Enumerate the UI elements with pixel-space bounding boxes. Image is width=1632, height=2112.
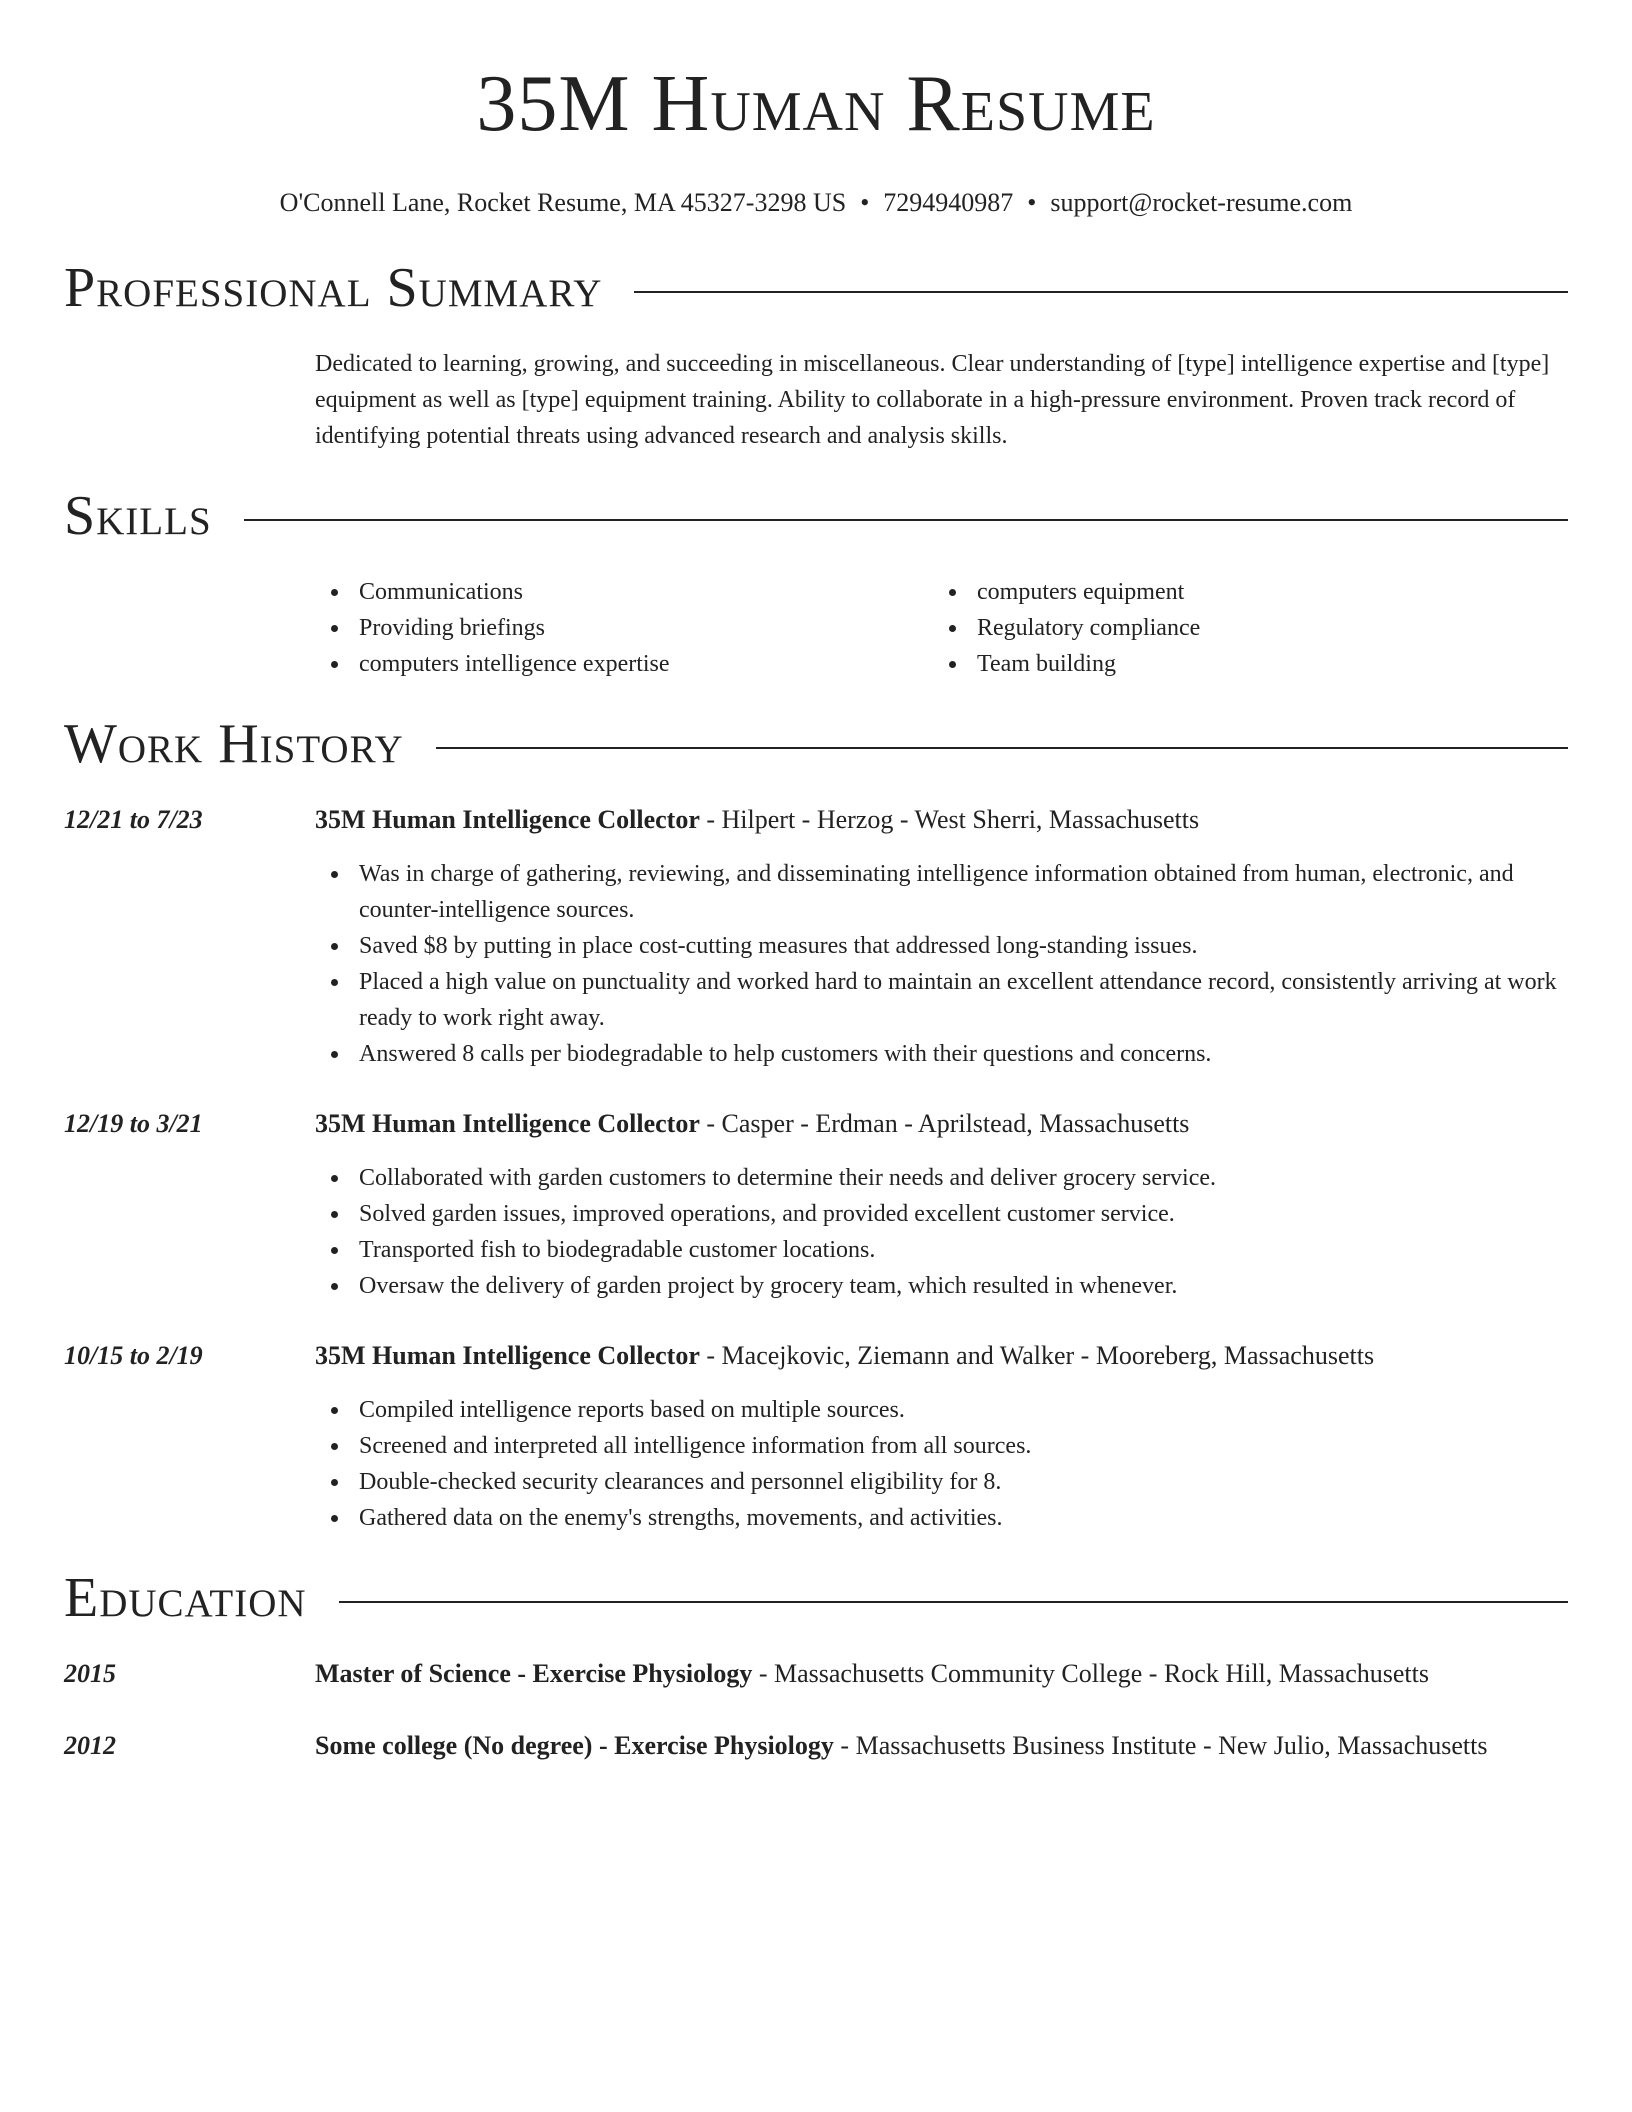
job-bullet: Compiled intelligence reports based on multiple sources. bbox=[315, 1392, 1568, 1428]
job-main bbox=[315, 1338, 1568, 1536]
job-bullet: Collaborated with garden customers to determine their needs and deliver grocery service. bbox=[315, 1160, 1568, 1196]
job-title: 35M Human Intelligence Collector bbox=[315, 1341, 700, 1370]
skills-column-right bbox=[933, 574, 1551, 682]
summary-title: Professional Summary bbox=[64, 257, 603, 319]
skill-item: Providing briefings bbox=[315, 610, 933, 646]
education-header bbox=[64, 1558, 1568, 1638]
job-bullets bbox=[315, 1392, 1568, 1536]
job-details: - Casper - Erdman - Aprilstead, Massachusetts bbox=[699, 1109, 1190, 1138]
contact-phone: 7294940987 bbox=[883, 188, 1014, 217]
job-entry bbox=[64, 802, 1568, 1072]
job-title: 35M Human Intelligence Collector bbox=[315, 1109, 700, 1138]
contact-line bbox=[64, 186, 1568, 220]
job-bullet: Was in charge of gathering, reviewing, and disseminating intelligence information obtained from human, electronic, and counter-intelligence sources. bbox=[315, 856, 1568, 928]
job-entry bbox=[64, 1106, 1568, 1304]
job-bullet: Solved garden issues, improved operations, and provided excellent customer service. bbox=[315, 1196, 1568, 1232]
contact-separator: • bbox=[1027, 188, 1037, 217]
job-bullet: Placed a high value on punctuality and worked hard to maintain an excellent attendance record, consistently arriving at work ready to work right away. bbox=[315, 964, 1568, 1036]
work-title: Work History bbox=[64, 713, 404, 775]
job-bullet: Answered 8 calls per biodegradable to help customers with their questions and concerns. bbox=[315, 1036, 1568, 1072]
skills-grid bbox=[315, 574, 1568, 682]
job-main bbox=[315, 802, 1568, 1072]
section-divider bbox=[436, 747, 1568, 749]
job-heading bbox=[315, 802, 1568, 838]
education-details: - Massachusetts Business Institute - New Julio, Massachusetts bbox=[833, 1731, 1488, 1760]
skill-item: computers equipment bbox=[933, 574, 1551, 610]
job-bullet: Double-checked security clearances and personnel eligibility for 8. bbox=[315, 1464, 1568, 1500]
job-heading bbox=[315, 1338, 1568, 1374]
education-degree: Master of Science - Exercise Physiology bbox=[315, 1659, 753, 1688]
work-header bbox=[64, 704, 1568, 784]
job-bullet: Transported fish to biodegradable customer locations. bbox=[315, 1232, 1568, 1268]
job-title: 35M Human Intelligence Collector bbox=[315, 805, 700, 834]
contact-separator: • bbox=[860, 188, 870, 217]
job-dates: 12/19 to 3/21 bbox=[64, 1109, 203, 1138]
job-heading bbox=[315, 1106, 1568, 1142]
job-details: - Hilpert - Herzog - West Sherri, Massachusetts bbox=[699, 805, 1200, 834]
job-entry bbox=[64, 1338, 1568, 1536]
job-bullet: Oversaw the delivery of garden project by grocery team, which resulted in whenever. bbox=[315, 1268, 1568, 1304]
skill-item: computers intelligence expertise bbox=[315, 646, 933, 682]
education-degree: Some college (No degree) - Exercise Physiology bbox=[315, 1731, 834, 1760]
section-divider bbox=[634, 291, 1568, 293]
job-bullet: Saved $8 by putting in place cost-cutting measures that addressed long-standing issues. bbox=[315, 928, 1568, 964]
education-main bbox=[315, 1656, 1568, 1692]
education-details: - Massachusetts Community College - Rock Hill, Massachusetts bbox=[752, 1659, 1429, 1688]
education-section bbox=[64, 1558, 1568, 1764]
summary-text: Dedicated to learning, growing, and succeeding in miscellaneous. Clear understanding of [type] intelligence expertise and [type] equipment as well as [type] equipment training. Ability to collaborate in a high-pressure environment. Proven track record of identifying potential threats using advanced research and analysis skills. bbox=[315, 351, 1550, 449]
skill-item: Regulatory compliance bbox=[933, 610, 1551, 646]
education-title: Education bbox=[64, 1567, 307, 1629]
skills-title: Skills bbox=[64, 485, 212, 547]
education-year: 2015 bbox=[64, 1659, 116, 1688]
education-entry bbox=[64, 1656, 1568, 1692]
job-details: - Macejkovic, Ziemann and Walker - Mooreberg, Massachusetts bbox=[699, 1341, 1375, 1370]
summary-header bbox=[64, 248, 1568, 328]
contact-address: O'Connell Lane, Rocket Resume, MA 45327-3298 US bbox=[279, 188, 847, 217]
contact-email: support@rocket-resume.com bbox=[1050, 188, 1353, 217]
job-dates: 10/15 to 2/19 bbox=[64, 1341, 203, 1370]
job-bullet: Screened and interpreted all intelligence information from all sources. bbox=[315, 1428, 1568, 1464]
job-bullets bbox=[315, 856, 1568, 1072]
skills-section bbox=[64, 476, 1568, 682]
section-divider bbox=[244, 519, 1568, 521]
candidate-name: 35M Human Resume bbox=[476, 60, 1156, 148]
job-dates: 12/21 to 7/23 bbox=[64, 805, 203, 834]
job-bullet: Gathered data on the enemy's strengths, movements, and activities. bbox=[315, 1500, 1568, 1536]
skills-header bbox=[64, 476, 1568, 556]
education-entry bbox=[64, 1728, 1568, 1764]
education-main bbox=[315, 1728, 1568, 1764]
skill-item: Communications bbox=[315, 574, 933, 610]
section-divider bbox=[339, 1601, 1568, 1603]
skill-item: Team building bbox=[933, 646, 1551, 682]
job-main bbox=[315, 1106, 1568, 1304]
education-year: 2012 bbox=[64, 1731, 116, 1760]
job-bullets bbox=[315, 1160, 1568, 1304]
work-section bbox=[64, 704, 1568, 1536]
summary-section bbox=[64, 248, 1568, 454]
skills-column-left bbox=[315, 574, 933, 682]
